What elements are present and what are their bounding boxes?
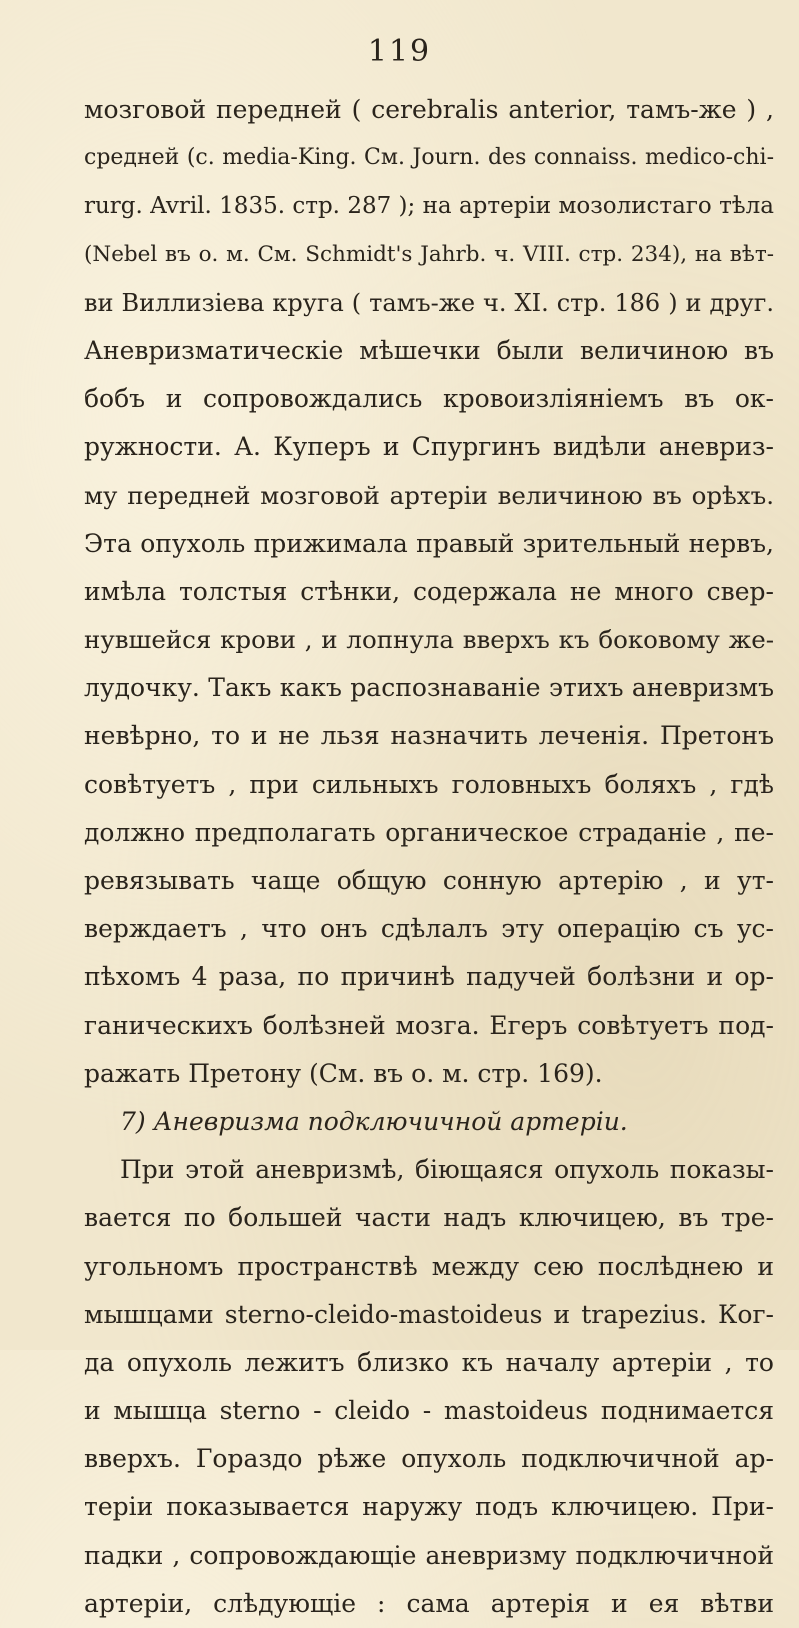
text-line-13: лудочку. Такъ какъ распознаваніе этихъ аневризмъ — [84, 673, 774, 703]
text-line-26: мышцами sterno-cleido-mastoideus и trapezius. Ког- — [84, 1299, 774, 1329]
text-line-29: вверхъ. Гораздо рѣже опухоль подключичной ар- — [84, 1444, 774, 1474]
text-line-20: ганическихъ болѣзней мозга. Егеръ совѣтуетъ под- — [84, 1010, 774, 1040]
text-line-16: должно предполагать органическое страданіе , пе- — [84, 817, 774, 847]
text-line-10: Эта опухоль прижимала правый зрительный нервъ, — [84, 528, 774, 558]
text-line-2: средней (c. media-King. См. Journ. des connaiss. medico-chi- — [84, 145, 774, 171]
text-line-6: Аневризматическіе мѣшечки были величиною въ — [84, 335, 774, 365]
text-line-14: невѣрно, то и не льзя назначить леченія. Претонъ — [84, 721, 774, 751]
text-line-11: имѣла толстыя стѣнки, содержала не много свер- — [84, 576, 774, 606]
section-heading: 7) Аневризма подключичной артеріи. — [120, 1106, 628, 1136]
text-line-27: да опухоль лежитъ близко къ началу артеріи , то — [84, 1347, 774, 1377]
text-line-7: бобъ и сопровождались кровоизліяніемъ въ ок- — [84, 384, 774, 414]
text-line-21: ражать Претону (См. въ о. м. стр. 169). — [84, 1058, 603, 1088]
page-number: 119 — [367, 34, 432, 69]
text-line-8: ружности. А. Куперъ и Спургинъ видѣли аневриз- — [84, 432, 774, 462]
text-line-25: угольномъ пространствѣ между сею послѣднею и — [84, 1251, 774, 1281]
text-line-24: вается по большей части надъ ключицею, въ тре- — [84, 1203, 774, 1233]
text-line-15: совѣтуетъ , при сильныхъ головныхъ боляхъ , гдѣ — [84, 769, 774, 799]
text-line-23: При этой аневризмѣ, біющаяся опухоль показы- — [120, 1155, 774, 1185]
text-line-5: ви Виллизіева круга ( тамъ-же ч. XI. стр. 186 ) и друг. — [84, 288, 774, 317]
text-line-28: и мышца sterno - cleido - mastoideus поднимается — [84, 1396, 774, 1426]
text-line-4: (Nebel въ о. м. См. Schmidt's Jahrb. ч. VIII. стр. 234), на вѣт- — [84, 241, 774, 267]
text-line-12: нувшейся крови , и лопнула вверхъ къ боковому же- — [84, 625, 774, 655]
text-line-32: артеріи, слѣдующіе : сама артерія и ея вѣтви — [84, 1588, 774, 1618]
text-line-18: верждаетъ , что онъ сдѣлалъ эту операцію съ ус- — [84, 914, 774, 944]
text-line-9: му передней мозговой артеріи величиною въ орѣхъ. — [84, 480, 774, 510]
text-line-31: падки , сопровождающіе аневризму подключичной — [84, 1540, 774, 1570]
text-line-17: ревязывать чаще общую сонную артерію , и ут- — [84, 866, 774, 895]
text-line-19: пѣхомъ 4 раза, по причинѣ падучей болѣзни и ор- — [84, 962, 774, 992]
text-line-1: мозговой передней ( cerebralis anterior, тамъ-же ) , — [84, 95, 774, 124]
body-text — [84, 86, 774, 1628]
text-line-30: теріи показывается наружу подъ ключицею. При- — [84, 1492, 774, 1522]
text-line-3: rurg. Avril. 1835. стр. 287 ); на артеріи мозолистаго тѣла — [84, 193, 774, 220]
